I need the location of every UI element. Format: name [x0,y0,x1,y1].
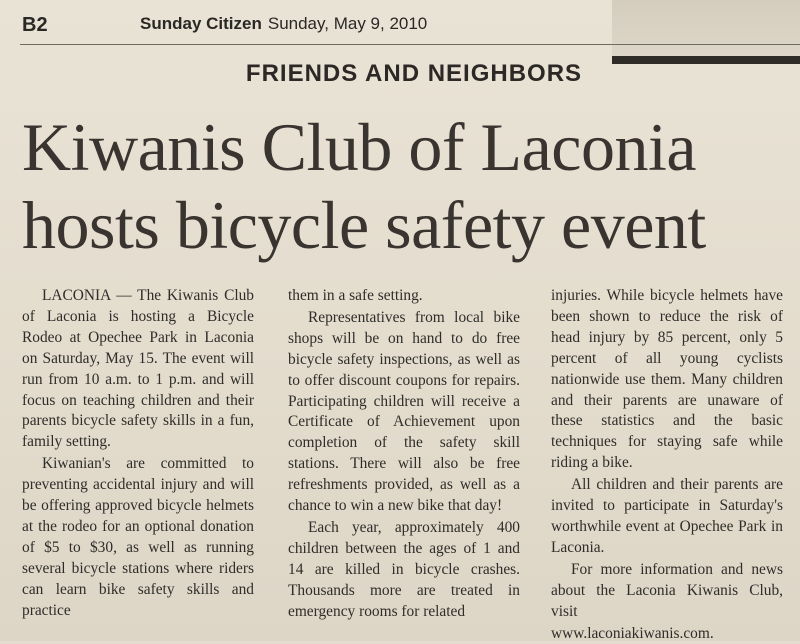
article-column-1 [22,286,254,622]
adjacent-page-bleed [612,0,800,58]
issue-date: Sunday, May 9, 2010 [268,14,427,33]
article-column-3 [551,286,783,644]
club-website-link[interactable]: www.laconiakiwanis.com. [551,624,783,644]
paragraph: For more information and news about the Laconia Kiwanis Club, visit [551,560,783,623]
headline [22,108,792,264]
paragraph: LACONIA — The Kiwanis Club of Laconia is hosting a Bicycle Rodeo at Opechee Park in Laconia on Saturday, May 15. The event will run from 10 a.m. to 1 p.m. and will focus on teaching children and their parents bicycle safety skills in a fun, family setting. [22,286,254,453]
masthead [140,14,427,34]
header-rule [20,44,800,45]
section-title: FRIENDS AND NEIGHBORS [0,60,800,88]
paragraph: them in a safe setting. [288,286,520,307]
newspaper-name: Sunday Citizen [140,14,262,33]
article-column-2 [288,286,520,623]
paragraph: Kiwanian's are committed to preventing accidental injury and will be offering approved bicycle helmets at the rodeo for an optional donation of $5 to $30, as well as running several bicycle stations where riders can learn bike safety skills and practice [22,454,254,621]
paragraph: injuries. While bicycle helmets have been shown to reduce the risk of head injury by 85 percent, only 5 percent of all young cyclists nationwide use them. Many children and their parents are unaware of these statistics and the basic techniques for staying safe while riding a bike. [551,286,783,474]
paragraph: Representatives from local bike shops will be on hand to do free bicycle safety inspections, as well as to offer discount coupons for repairs. Participating children will receive a Certificate of Achievement upon completion of the safety skill stations. There will also be free refreshments provided, as well as a chance to win a new bike that day! [288,308,520,517]
headline-line-1: Kiwanis Club of Laconia [22,108,792,186]
page-number: B2 [22,14,48,37]
paragraph: Each year, approximately 400 children between the ages of 1 and 14 are killed in bicycle crashes. Thousands more are treated in emergency rooms for related [288,518,520,623]
paragraph: All children and their parents are invited to participate in Saturday's worthwhile event at Opechee Park in Laconia. [551,475,783,559]
headline-line-2: hosts bicycle safety event [22,186,792,264]
